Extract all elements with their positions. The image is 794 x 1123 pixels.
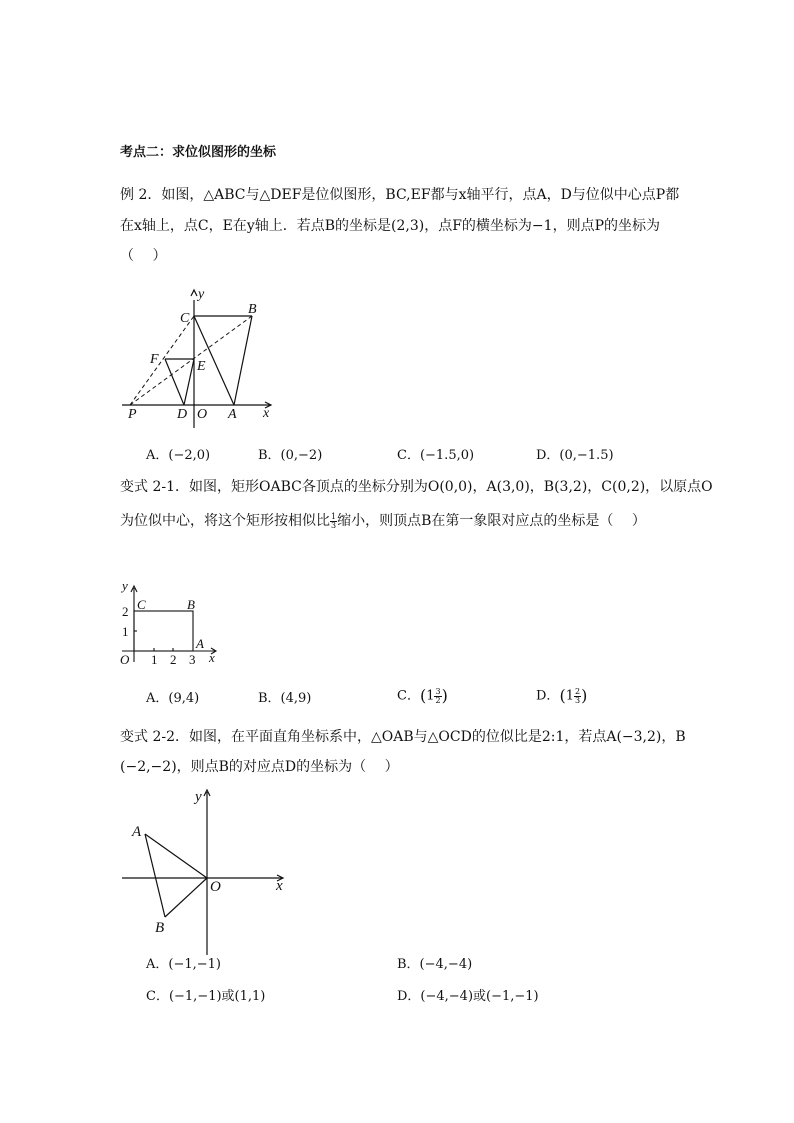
q1-label-O: O bbox=[197, 407, 208, 422]
q3-option-d[interactable]: D．(−4,−4)或(−1,−1) bbox=[397, 989, 539, 1004]
q2-label-x: x bbox=[209, 650, 215, 665]
q3-label-y: y bbox=[195, 789, 202, 805]
q1-label-x: x bbox=[263, 406, 270, 421]
q1-label-C: C bbox=[180, 311, 190, 326]
q2-option-c[interactable]: C．(1 $\frac{3}{2}$ ) bbox=[397, 686, 448, 705]
q3-option-c[interactable]: C．(−1,−1)或(1,1) bbox=[146, 989, 266, 1004]
q1-stem-line-3: （ ） bbox=[120, 248, 167, 264]
q2-label-x1: 1 bbox=[151, 652, 158, 667]
q3-label-O: O bbox=[210, 879, 221, 895]
q2-ratio-denominator: 3 bbox=[331, 520, 337, 530]
q2-option-d[interactable]: D．(1 $\frac{2}{3}$ ) bbox=[536, 686, 588, 705]
q1-stem-line-1: 例 2．如图，△ABC与△DEF是位似图形，BC,EF都与x轴平行，点A，D与位似中心点P都 bbox=[120, 187, 680, 203]
q3-label-A: A bbox=[132, 824, 142, 840]
q2-option-c-label: C． bbox=[397, 688, 420, 704]
q1-option-d[interactable]: D．(0,−1.5) bbox=[536, 448, 614, 463]
q2-option-c-denominator: 2 bbox=[435, 695, 441, 705]
q2-label-A: A bbox=[196, 636, 204, 651]
q1-label-B: B bbox=[248, 302, 257, 317]
q2-stem-line-1: 变式 2-1．如图，矩形OABC各顶点的坐标分别为O(0,0)，A(3,0)，B(3,2)，C(0,2)，以原点O bbox=[120, 479, 713, 495]
q3-option-b[interactable]: B．(−4,−4) bbox=[397, 957, 473, 972]
q2-ratio-numerator: 1 bbox=[331, 511, 337, 521]
q2-label-O: O bbox=[120, 652, 130, 667]
q2-option-d-numerator: 2 bbox=[574, 686, 581, 696]
q2-label-B: B bbox=[187, 597, 195, 612]
q1-option-a[interactable]: A．(−2,0) bbox=[146, 448, 211, 463]
q3-segment-BO bbox=[165, 878, 207, 917]
q1-label-E: E bbox=[197, 359, 206, 374]
q2-stem-line-2-pre: 为位似中心，将这个矩形按相似比 bbox=[120, 513, 330, 529]
q3-stem-line-1: 变式 2-2．如图，在平面直角坐标系中，△OAB与△OCD的位似比是2:1，若点A(−3,2)，B bbox=[120, 729, 686, 745]
q2-option-a[interactable]: A．(9,4) bbox=[146, 691, 200, 706]
q3-label-B: B bbox=[155, 920, 165, 936]
q2-option-b[interactable]: B．(4,9) bbox=[258, 691, 312, 706]
q1-label-F: F bbox=[150, 352, 159, 367]
q1-label-P: P bbox=[128, 407, 137, 422]
q3-label-x: x bbox=[276, 878, 283, 894]
q1-option-b[interactable]: B．(0,−2) bbox=[258, 448, 323, 463]
q2-label-x3: 3 bbox=[189, 652, 196, 667]
q2-option-c-whole: 1 bbox=[426, 688, 435, 704]
q2-label-y: y bbox=[122, 578, 128, 593]
q2-stem-line-2-post: 缩小，则顶点B在第一象限对应点的坐标是（ ） bbox=[337, 513, 646, 529]
q2-option-c-numerator: 3 bbox=[435, 686, 441, 696]
q2-option-d-whole: 1 bbox=[565, 688, 574, 704]
q2-option-d-label: D． bbox=[536, 688, 560, 704]
q3-stem-line-2: (−2,−2)，则点B的对应点D的坐标为（ ） bbox=[120, 759, 399, 775]
q1-stem-line-2: 在x轴上，点C，E在y轴上．若点B的坐标是(2,3)，点F的横坐标为−1，则点P的坐标为 bbox=[120, 218, 660, 234]
q1-label-A: A bbox=[228, 407, 237, 422]
q2-label-1: 1 bbox=[122, 624, 129, 639]
q1-label-y: y bbox=[198, 287, 205, 302]
section-title: 考点二：求位似图形的坐标 bbox=[120, 145, 277, 160]
q2-label-2: 2 bbox=[122, 604, 129, 619]
q2-option-d-denominator: 3 bbox=[574, 695, 581, 705]
q1-label-D: D bbox=[177, 407, 188, 422]
q2-label-C: C bbox=[137, 597, 146, 612]
q2-label-x2: 2 bbox=[170, 652, 177, 667]
q3-option-a[interactable]: A．(−1,−1) bbox=[146, 957, 221, 972]
q1-option-c[interactable]: C．(−1.5,0) bbox=[397, 448, 475, 463]
